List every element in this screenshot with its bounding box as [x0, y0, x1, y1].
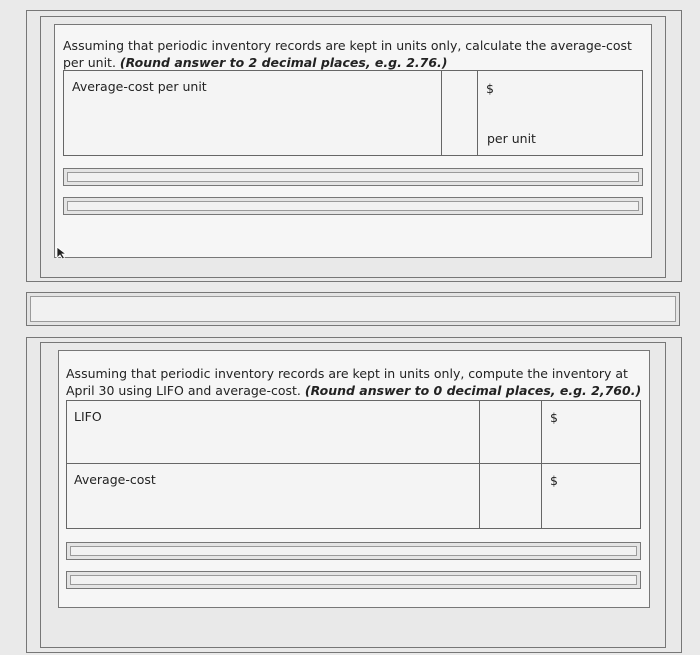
average-cost-per-unit-input[interactable] [500, 78, 636, 98]
average-cost-per-unit-label: Average-cost per unit [72, 79, 207, 94]
average-cost-currency-symbol: $ [550, 473, 558, 488]
average-cost-row-gap-cell [479, 463, 544, 529]
lifo-label-cell [66, 400, 482, 466]
question-1-feedback-bar-1 [63, 168, 643, 186]
question-1-instruction: (Round answer to 2 decimal places, e.g. 2.76.) [119, 55, 448, 70]
currency-symbol: $ [486, 81, 494, 96]
average-cost-gap-cell [441, 70, 479, 156]
lifo-inventory-input[interactable] [564, 407, 636, 427]
per-unit-label: per unit [487, 131, 536, 146]
question-2-text: Assuming that periodic inventory records are kept in units only, compute the inventory at April 30 using LIFO and average-cost. (Round answer to 0 decimal places, e.g. 2,760.) [66, 366, 642, 398]
question-1-text: Assuming that periodic inventory records are kept in units only, calculate the average-cost per unit. (Round answer to 2 decimal places, e.g. 2.76.) [63, 38, 632, 70]
question-2-feedback-bar-1 [66, 542, 641, 560]
question-1-feedback-bar-2 [63, 197, 643, 215]
mouse-pointer-icon [56, 246, 70, 260]
lifo-gap-cell [479, 400, 544, 466]
question-2-instruction: (Round answer to 0 decimal places, e.g. 2,760.) [304, 383, 642, 398]
average-cost-inventory-input[interactable] [564, 470, 636, 490]
lifo-label: LIFO [74, 409, 102, 424]
question-2-feedback-bar-2 [66, 571, 641, 589]
lifo-currency-symbol: $ [550, 410, 558, 425]
average-cost-label: Average-cost [74, 472, 156, 487]
section-separator-bar [26, 292, 680, 326]
